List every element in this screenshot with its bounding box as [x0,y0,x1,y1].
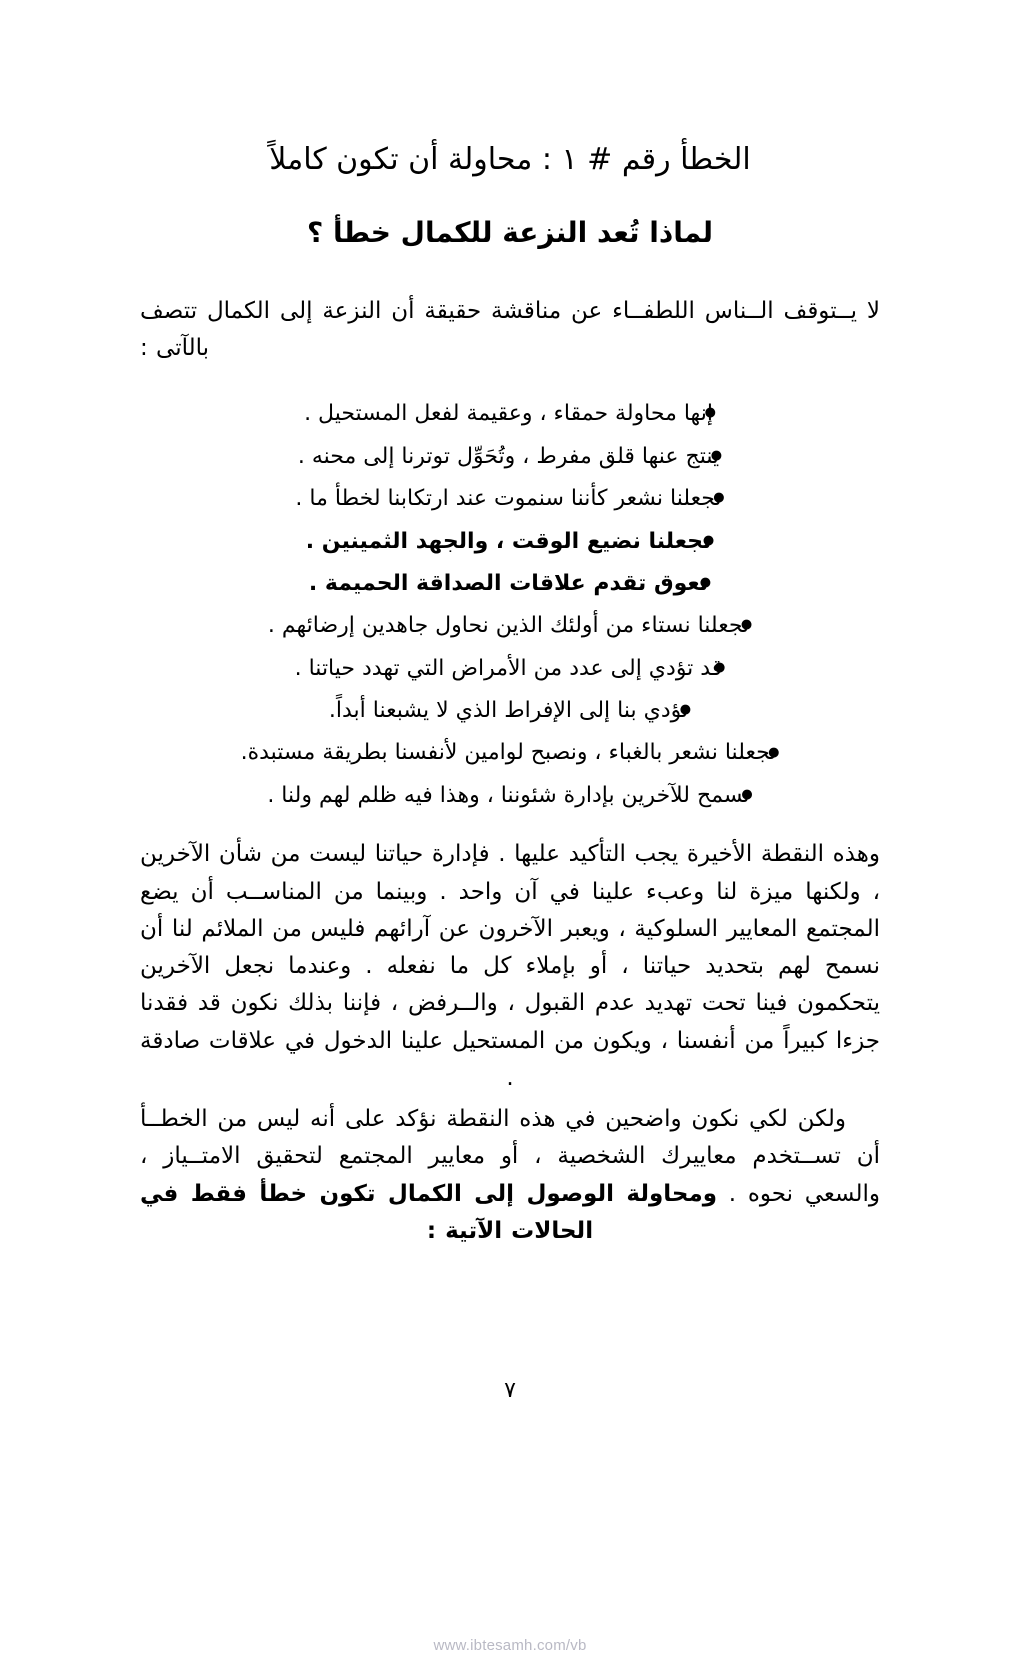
body-paragraph-last-point: وهذه النقطة الأخيرة يجب التأكيد عليها . فإدارة حياتنا ليست من شأن الآخرين ، ولكنها ميزة لنا وعبء علينا في آن واحد . وبينما من المناســب أن يضع المجتمع المعايير السلوكية ، ويعبر الآخرون عن آرائهم فليس من الملائم لنا أن نسمح لهم بتحديد حياتنا ، أو بإملاء كل ما نفعله . وعندما نجعل الآخرين يتحكمون فينا تحت تهديد عدم القبول ، والــرفض ، فإننا بذلك نكون قد فقدنا جزءا كبيراً من أنفسنا ، ويكون من المستحيل علينا الدخول في علاقات صادقة . [140,841,880,1091]
perfectionism-traits-list [140,393,880,812]
list-item [140,521,880,558]
intro-paragraph: لا يــتوقف الــناس اللطفــاء عن مناقشة حقيقة أن النزعة إلى الكمال تتصف بالآتى : [140,297,880,362]
list-item-label: تجعلنا نستاء من أولئك الذين نحاول جاهدين إرضائهم . [267,613,750,639]
list-item-label: تجعلنا نضيع الوقت ، والجهد الثمينين . [305,528,712,554]
list-item [140,775,880,812]
body-paragraph-closing [140,1101,880,1250]
list-item-label: تعوق تقدم علاقات الصداقة الحميمة . [308,570,709,596]
list-item-label: قد تؤدي إلى عدد من الأمراض التي تهدد حياتنا . [294,655,723,681]
site-watermark: www.ibtesamh.com/vb [433,1637,587,1654]
list-item [140,733,880,770]
page-number: ٧ [504,1378,516,1403]
list-item [140,648,880,685]
chapter-heading: الخطأ رقم # ١ : محاولة أن تكون كاملاً [269,142,751,177]
section-heading: لماذا تُعد النزعة للكمال خطأ ؟ [306,215,714,249]
list-item-label: تجعلنا نشعر بالغباء ، ونصبح لوامين لأنفسنا بطريقة مستبدة. [240,740,777,766]
list-item [140,605,880,642]
list-item-label: تؤدي بنا إلى الإفراط الذي لا يشبعنا أبداً. [328,698,689,724]
list-item-label: تسمح للآخرين بإدارة شئوننا ، وهذا فيه ظلم لهم ولنا . [267,782,750,808]
list-item [140,563,880,600]
list-item [140,436,880,473]
list-item-label: ينتج عنها قلق مفرط ، وتُحَوِّل توترنا إلى محنه . [297,443,720,469]
page-content [140,140,880,1254]
closing-emphasis: ومحاولة الوصول إلى الكمال تكون خطأ فقط في الحالات الآتية : [140,1180,718,1244]
closing-lead-in: ولكن لكي نكون واضحين في هذه النقطة نؤكد على أنه ليس من الخطــأ أن تســتخدم معاييرك الشخصية ، أو معايير المجتمع لتحقيق الامتــياز ، والسعي نحوه . [140,1106,881,1207]
list-item [140,690,880,727]
list-item [140,478,880,515]
list-item-label: تجعلنا نشعر كأننا سنموت عند ارتكابنا لخطأ ما . [295,486,722,512]
list-item-label: إنها محاولة حمقاء ، وعقيمة لفعل المستحيل . [304,401,713,427]
list-item [140,393,880,430]
